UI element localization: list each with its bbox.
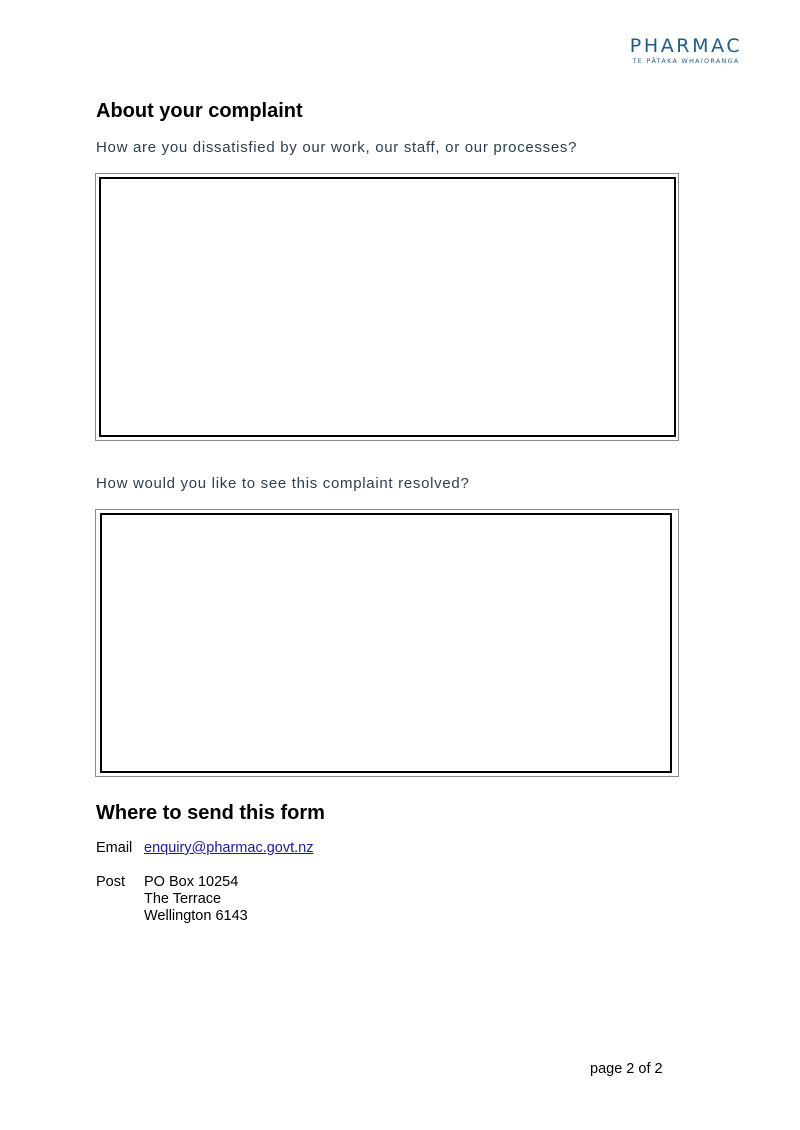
address-line: The Terrace: [144, 891, 222, 907]
email-link[interactable]: enquiry@pharmac.govt.nz: [144, 840, 314, 856]
dissatisfaction-answer-frame: [95, 173, 679, 441]
send-section-heading: Where to send this form: [96, 802, 325, 824]
address-line: PO Box 10254: [144, 874, 239, 890]
page-number: page 2 of 2: [590, 1061, 663, 1077]
email-label: Email: [96, 840, 133, 856]
post-row: [96, 874, 496, 930]
pharmac-logo: [600, 36, 772, 65]
logo-wordmark: PHARMAC: [629, 35, 743, 57]
resolution-answer-field[interactable]: [100, 513, 672, 773]
address-line: Wellington 6143: [144, 908, 248, 924]
dissatisfaction-answer-field[interactable]: [99, 177, 676, 437]
complaint-section-heading: About your complaint: [96, 100, 303, 122]
resolution-question: How would you like to see this complaint resolved?: [96, 475, 470, 492]
post-label: Post: [96, 874, 126, 890]
resolution-answer-frame: [95, 509, 679, 777]
postal-address: [144, 874, 248, 925]
logo-tagline: TE PĀTAKA WHAIORANGA: [632, 57, 740, 65]
dissatisfaction-question: How are you dissatisfied by our work, our staff, or our processes?: [96, 139, 578, 156]
email-row: [96, 840, 496, 860]
